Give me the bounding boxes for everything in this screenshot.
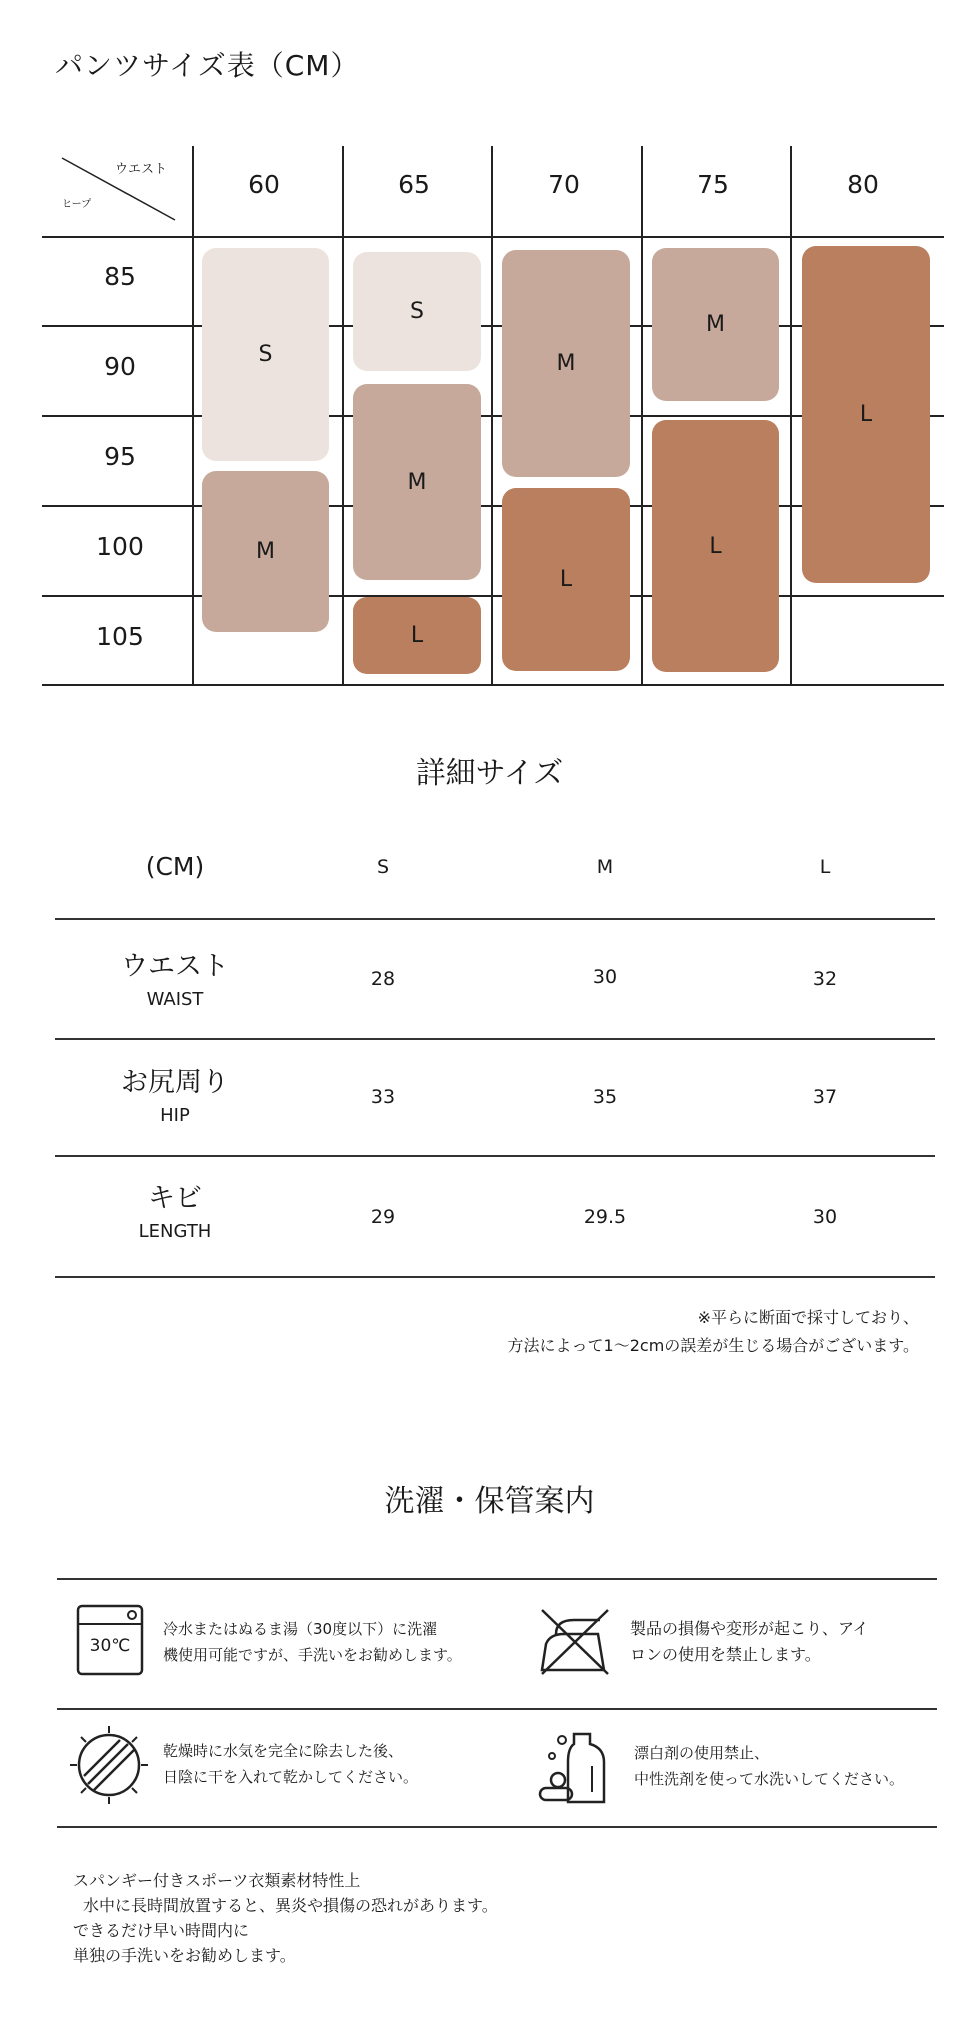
size-block-s: S bbox=[353, 252, 481, 371]
size-block-l: L bbox=[353, 597, 481, 674]
shade-dry-icon bbox=[66, 1722, 152, 1808]
care-text-line: ロンの使用を禁止します。 bbox=[630, 1645, 821, 1664]
care-footer bbox=[73, 1868, 498, 1968]
care-text bbox=[630, 1616, 869, 1668]
footer-line: 水中に長時間放置すると、異炎や損傷の恐れがあります。 bbox=[83, 1896, 498, 1915]
detergent-icon bbox=[534, 1722, 614, 1808]
washing-tub-icon bbox=[76, 1604, 144, 1676]
measurement-note-2: 方法によって1～2cmの誤差が生じる場合がございます。 bbox=[507, 1336, 919, 1355]
footer-line: できるだけ早い時間内に bbox=[73, 1921, 250, 1940]
size-header-m: M bbox=[596, 856, 614, 878]
value-cell: 29.5 bbox=[583, 1206, 627, 1228]
grid-line bbox=[342, 146, 344, 686]
size-block-m: M bbox=[502, 250, 630, 477]
care-text-line: 中性洗剤を使って水洗いしてください。 bbox=[634, 1770, 905, 1788]
care-divider bbox=[57, 1578, 937, 1580]
grid-line bbox=[790, 146, 792, 686]
size-block-m: M bbox=[652, 248, 779, 401]
footer-line: 単独の手洗いをお勧めします。 bbox=[73, 1946, 296, 1965]
waist-header: 70 bbox=[548, 170, 580, 199]
care-text-line: 機使用可能ですが、手洗いをお勧めします。 bbox=[163, 1646, 462, 1664]
value-cell: 29 bbox=[370, 1206, 396, 1228]
diagonal-hip-label: ヒープ bbox=[62, 199, 92, 210]
row-label-waist bbox=[100, 944, 250, 1010]
row-label-en: HIP bbox=[160, 1105, 190, 1126]
care-divider bbox=[57, 1708, 937, 1710]
hip-header: 90 bbox=[104, 352, 136, 381]
size-block-l: L bbox=[652, 420, 779, 672]
care-text-line: 冷水またはぬるま湯（30度以下）に洗濯 bbox=[163, 1620, 438, 1638]
grid-line bbox=[641, 146, 643, 686]
unit-header: (CM) bbox=[145, 852, 205, 881]
row-label-en: LENGTH bbox=[138, 1221, 212, 1242]
size-header-s: S bbox=[376, 856, 390, 878]
table-divider bbox=[55, 1038, 935, 1040]
grid-line bbox=[192, 146, 194, 686]
table-divider bbox=[55, 1276, 935, 1278]
care-text-line: 漂白剤の使用禁止、 bbox=[634, 1744, 770, 1762]
waist-header: 65 bbox=[398, 170, 430, 199]
row-label-jp: ウエスト bbox=[121, 951, 229, 982]
grid-line bbox=[42, 595, 944, 597]
waist-header: 60 bbox=[248, 170, 280, 199]
value-cell: 35 bbox=[592, 1086, 618, 1108]
size-block-m: M bbox=[202, 471, 329, 632]
size-header-l: L bbox=[819, 856, 831, 878]
hip-header: 100 bbox=[96, 532, 144, 561]
row-label-jp: お尻周り bbox=[121, 1067, 229, 1098]
care-text-line: 日陰に干を入れて乾かしてください。 bbox=[163, 1768, 419, 1786]
grid-line bbox=[491, 146, 493, 686]
care-text bbox=[163, 1738, 418, 1790]
value-cell: 30 bbox=[812, 1206, 838, 1228]
hip-header: 95 bbox=[104, 442, 136, 471]
row-label-jp: キビ bbox=[148, 1183, 202, 1214]
table-divider bbox=[55, 1155, 935, 1157]
care-text-line: 乾燥時に水気を完全に除去した後、 bbox=[163, 1742, 404, 1760]
wash-temp-label: 30℃ bbox=[89, 1636, 131, 1656]
diagonal-waist-label: ウエスト bbox=[115, 162, 168, 177]
size-block-l: L bbox=[802, 246, 930, 583]
size-block-m: M bbox=[353, 384, 481, 580]
size-block-l: L bbox=[502, 488, 630, 671]
size-chart-title: パンツサイズ表（CM） bbox=[55, 49, 360, 82]
waist-header: 80 bbox=[847, 170, 879, 199]
row-label-length bbox=[100, 1176, 250, 1242]
grid-line bbox=[42, 684, 944, 686]
care-divider bbox=[57, 1826, 937, 1828]
value-cell: 30 bbox=[592, 966, 618, 988]
row-label-en: WAIST bbox=[146, 989, 204, 1010]
hip-header: 105 bbox=[96, 622, 144, 651]
value-cell: 32 bbox=[812, 968, 838, 990]
grid-line bbox=[42, 236, 944, 238]
value-cell: 28 bbox=[370, 968, 396, 990]
no-iron-icon bbox=[534, 1604, 614, 1676]
value-cell: 37 bbox=[812, 1086, 838, 1108]
care-text bbox=[634, 1740, 904, 1792]
care-text bbox=[163, 1616, 462, 1668]
care-text-line: 製品の損傷や変形が起こり、アイ bbox=[630, 1619, 869, 1638]
row-label-hip bbox=[100, 1060, 250, 1126]
measurement-note-1: ※平らに断面で採寸しており、 bbox=[697, 1308, 919, 1327]
footer-line: スパンギー付きスポーツ衣類素材特性上 bbox=[73, 1871, 361, 1890]
hip-header: 85 bbox=[104, 262, 136, 291]
detail-title: 詳細サイズ bbox=[415, 756, 564, 791]
care-title: 洗濯・保管案内 bbox=[384, 1484, 595, 1519]
waist-header: 75 bbox=[697, 170, 729, 199]
value-cell: 33 bbox=[370, 1086, 396, 1108]
table-divider bbox=[55, 918, 935, 920]
size-block-s: S bbox=[202, 248, 329, 461]
